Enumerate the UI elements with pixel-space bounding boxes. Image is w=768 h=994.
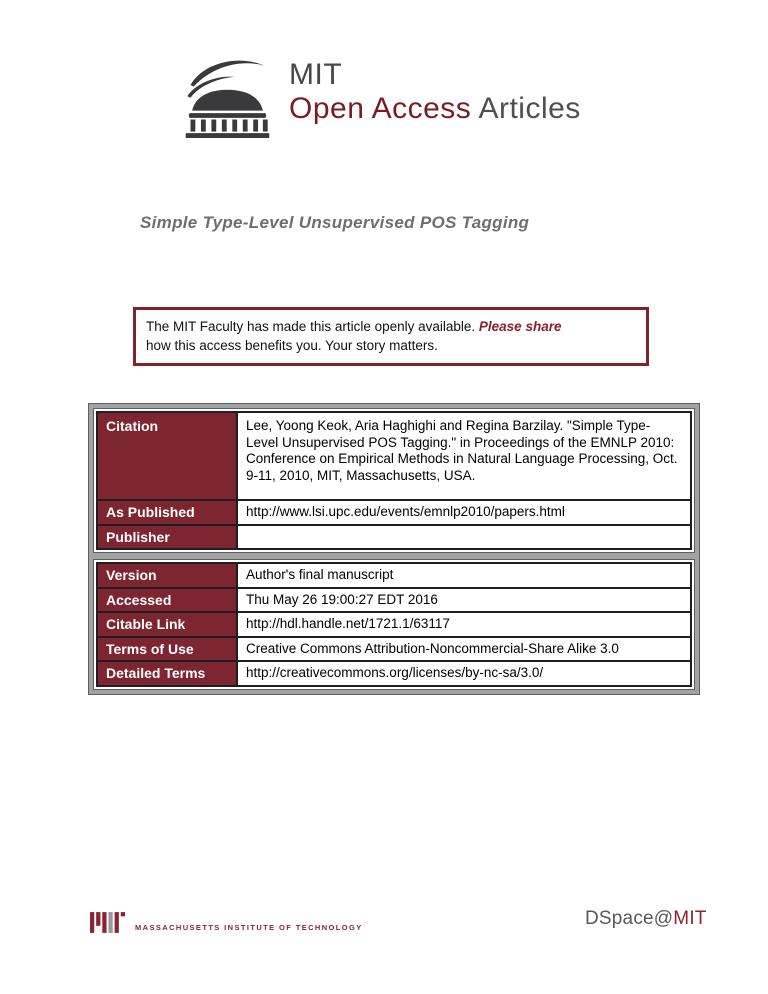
brand-articles-label: Articles bbox=[471, 92, 581, 125]
row-label-terms-of-use: Terms of Use bbox=[97, 637, 237, 662]
row-value-as-published: http://www.lsi.upc.edu/events/emnlp2010/papers.html bbox=[237, 500, 691, 525]
row-value-version: Author's final manuscript bbox=[237, 563, 691, 588]
table-row bbox=[97, 500, 691, 525]
row-value-detailed-terms: http://creativecommons.org/licenses/by-nc-sa/3.0/ bbox=[237, 661, 691, 686]
row-label-citation: Citation bbox=[97, 412, 237, 500]
mit-bars-logo-icon bbox=[90, 912, 125, 933]
row-value-citation: Lee, Yoong Keok, Aria Haghighi and Regina Barzilay. "Simple Type-Level Unsupervised POS Tagging." in Proceedings of the EMNLP 2010: Conference on Empirical Methods in Natural Language Processing, Oct. 9-11, 2010, MIT, Massachusetts, USA. bbox=[237, 412, 691, 500]
table-row bbox=[97, 612, 691, 637]
table-row bbox=[97, 412, 691, 500]
dspace-logo bbox=[585, 908, 707, 930]
table-row bbox=[97, 525, 691, 550]
record-table-top-panel bbox=[93, 408, 695, 553]
brand-wordmark bbox=[289, 58, 581, 126]
brand-mit-label: MIT bbox=[289, 58, 343, 91]
row-value-accessed: Thu May 26 19:00:27 EDT 2016 bbox=[237, 588, 691, 613]
row-label-accessed: Accessed bbox=[97, 588, 237, 613]
dspace-prefix-label: DSpace@ bbox=[585, 908, 674, 929]
table-row bbox=[97, 637, 691, 662]
table-row bbox=[97, 563, 691, 588]
row-label-citable-link: Citable Link bbox=[97, 612, 237, 637]
brand-open-access-line bbox=[289, 92, 581, 126]
table-row bbox=[97, 588, 691, 613]
article-title: Simple Type-Level Unsupervised POS Tagging bbox=[140, 213, 530, 232]
brand-open-access-label: Open Access bbox=[289, 92, 472, 125]
notice-text-after: how this access benefits you. Your story matters. bbox=[146, 338, 438, 353]
notice-text-before: The MIT Faculty has made this article openly available. bbox=[146, 319, 479, 334]
row-label-detailed-terms: Detailed Terms bbox=[97, 661, 237, 686]
row-value-publisher bbox=[237, 525, 691, 550]
version-table bbox=[96, 562, 692, 687]
record-table-bottom-panel bbox=[93, 559, 695, 690]
institute-name-label: MASSACHUSETTS INSTITUTE OF TECHNOLOGY bbox=[135, 923, 363, 932]
citation-table bbox=[96, 411, 692, 550]
table-row bbox=[97, 661, 691, 686]
row-label-as-published: As Published bbox=[97, 500, 237, 525]
dspace-mit-label: MIT bbox=[673, 908, 707, 929]
row-value-terms-of-use: Creative Commons Attribution-Noncommercial-Share Alike 3.0 bbox=[237, 637, 691, 662]
row-value-citable-link: http://hdl.handle.net/1721.1/63117 bbox=[237, 612, 691, 637]
row-label-version: Version bbox=[97, 563, 237, 588]
mit-dome-icon bbox=[179, 56, 276, 138]
notice-please-share-link[interactable]: Please share bbox=[478, 319, 562, 334]
open-access-notice-box bbox=[133, 307, 649, 366]
record-table-frame bbox=[88, 403, 700, 695]
row-label-publisher: Publisher bbox=[97, 525, 237, 550]
